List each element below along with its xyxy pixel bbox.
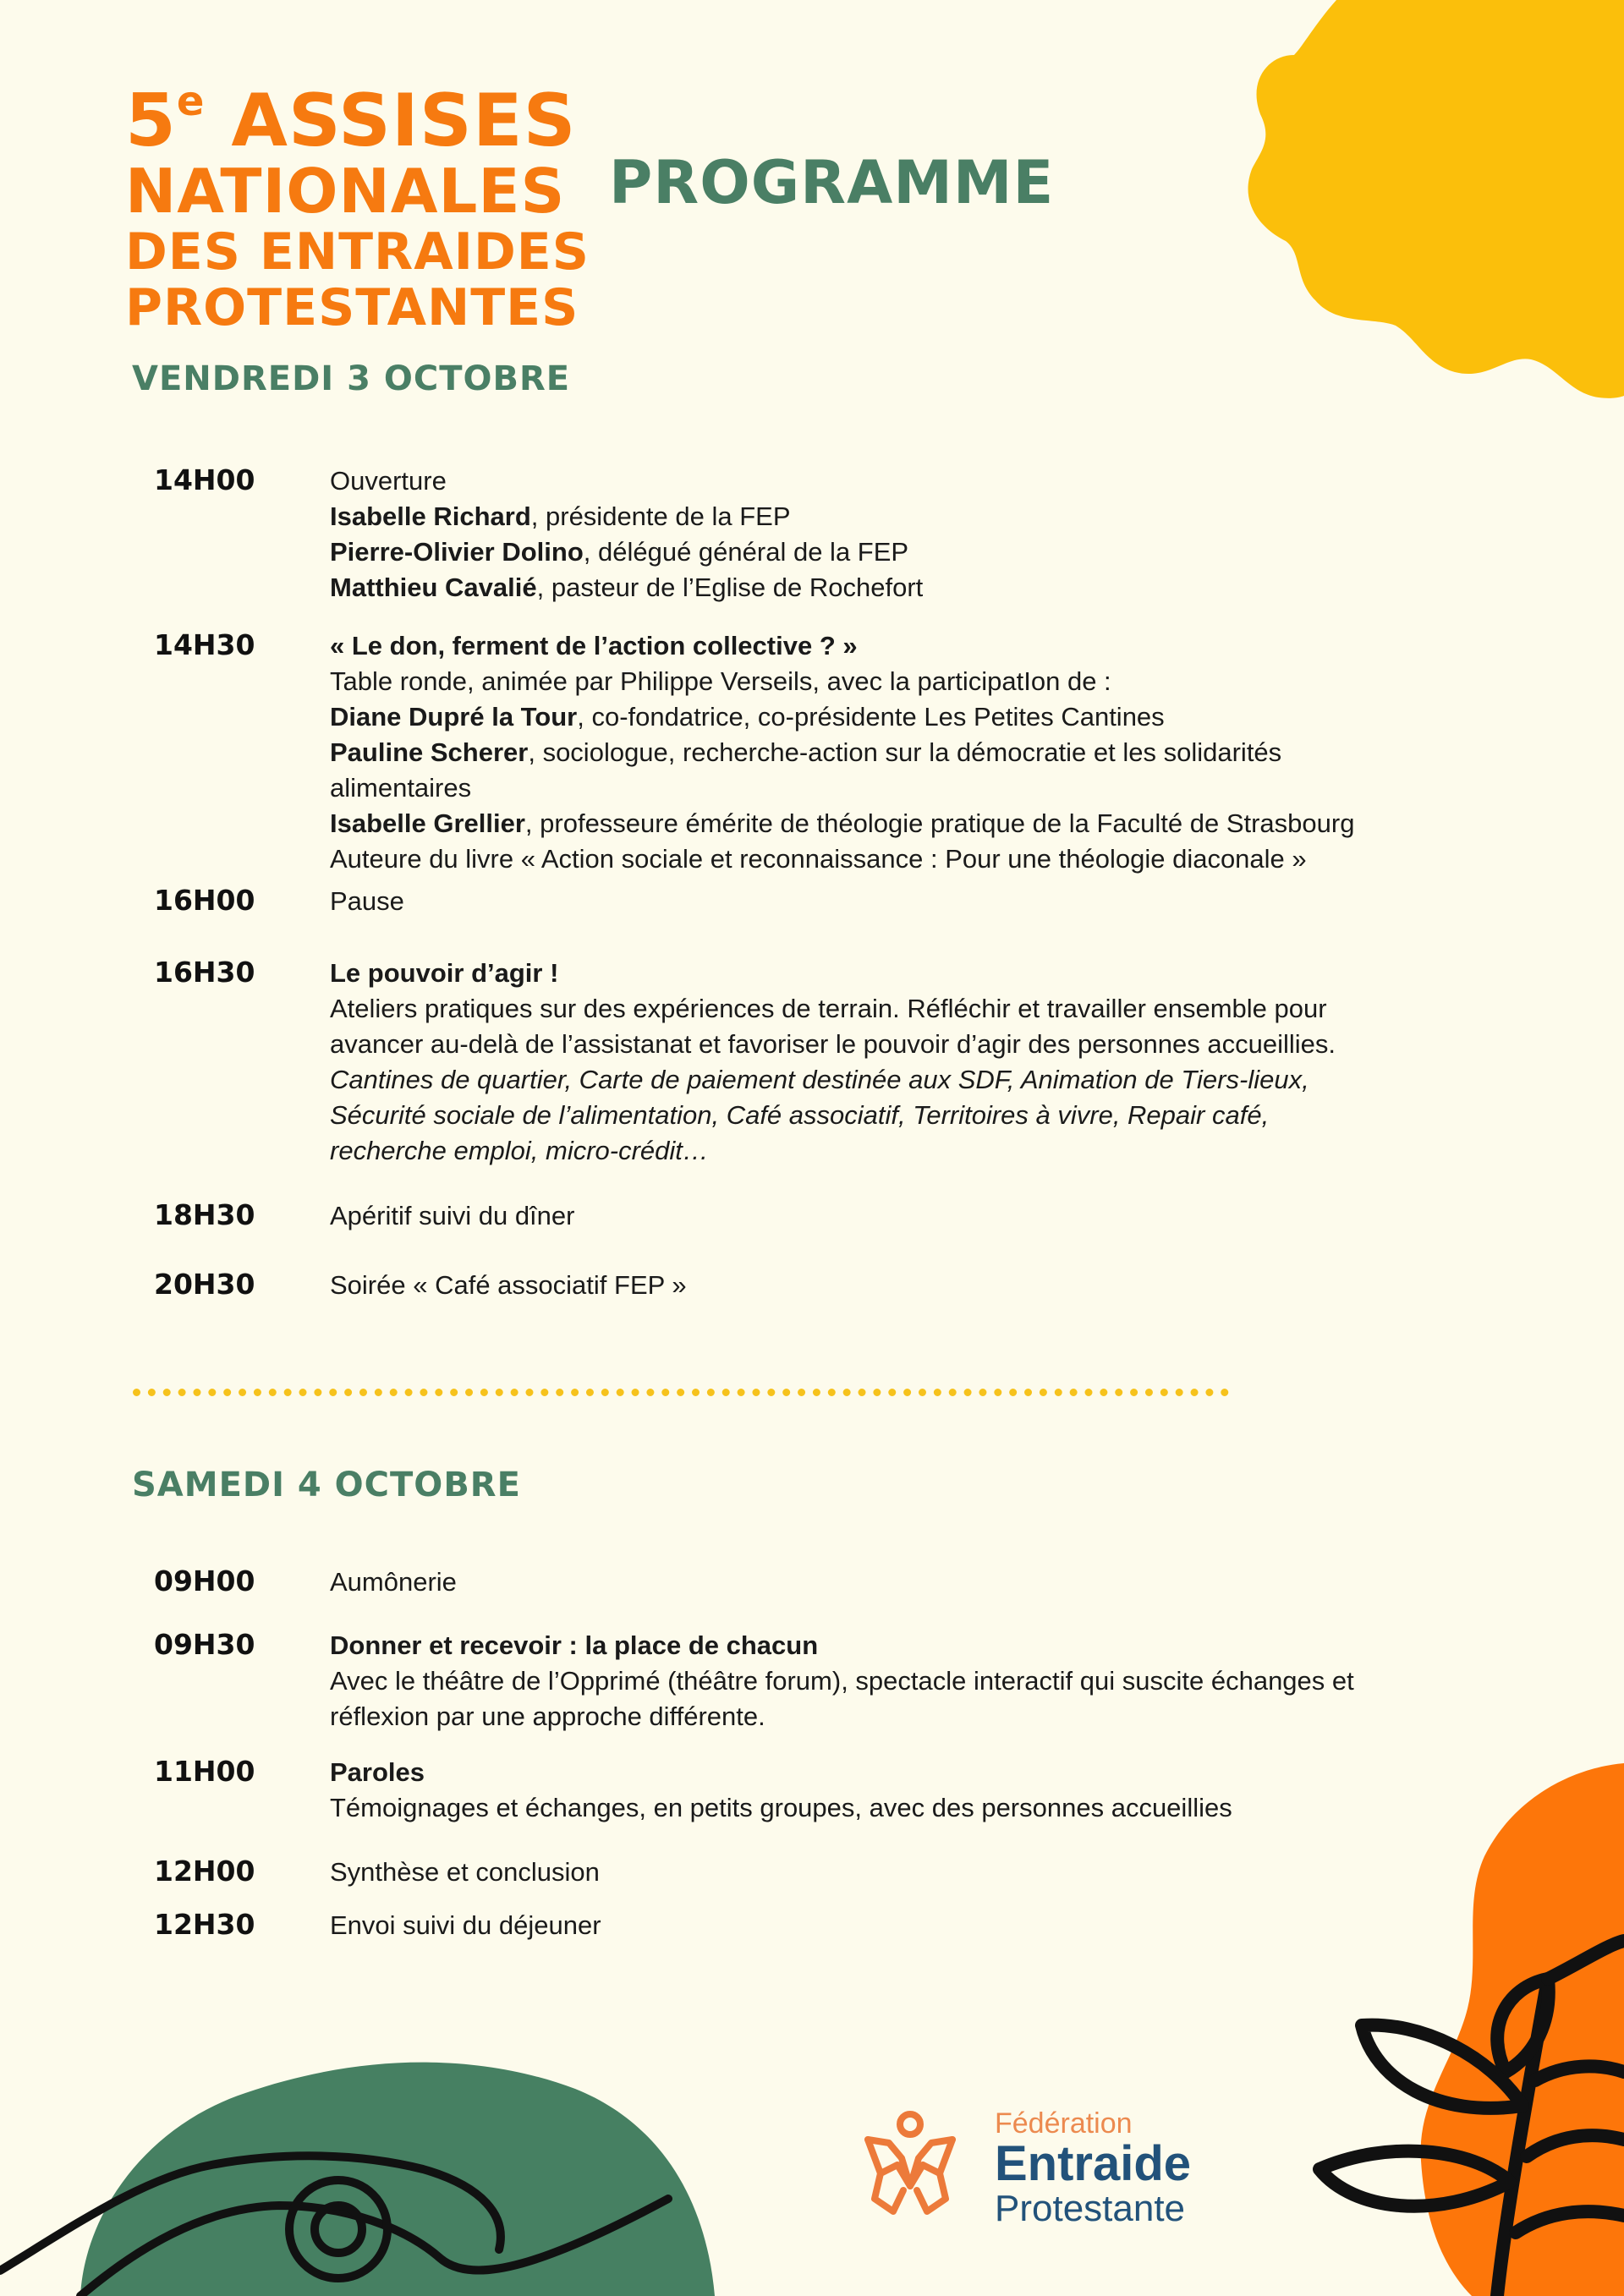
programme-heading: PROGRAMME [609, 148, 1055, 217]
content-line [330, 1564, 1548, 1600]
text: Apéritif suivi du dîner [330, 1201, 575, 1230]
text: avancer au-delà de l’assistanat et favoriser le pouvoir d’agir des personnes accueillies. [330, 1029, 1336, 1059]
schedule-content [330, 1268, 1548, 1303]
logo-protestante: Protestante [995, 2188, 1186, 2229]
text: Ateliers pratiques sur des expériences de terrain. Réfléchir et travailler ensemble pour [330, 994, 1327, 1023]
italic-text: recherche emploi, micro-crédit… [330, 1136, 709, 1165]
schedule-content [330, 1564, 1548, 1600]
content-line [330, 1198, 1548, 1234]
schedule-time: 20H30 [154, 1268, 255, 1301]
schedule-time: 12H00 [154, 1855, 255, 1888]
content-line [330, 1628, 1548, 1663]
content-line [330, 1699, 1548, 1734]
schedule-time: 16H30 [154, 956, 255, 989]
content-line [330, 841, 1548, 877]
schedule-content [330, 884, 1548, 919]
content-line [330, 1062, 1548, 1098]
content-line [330, 1133, 1548, 1169]
entraide-emblem-icon [851, 2106, 969, 2224]
text: Avec le théâtre de l’Opprimé (théâtre forum), spectacle interactif qui suscite échanges et [330, 1666, 1354, 1696]
schedule-time: 14H30 [154, 628, 255, 661]
schedule-content [330, 463, 1548, 606]
event-title [125, 78, 590, 337]
logo-federation: Fédération [995, 2107, 1133, 2140]
content-line [330, 1855, 1548, 1890]
text: Témoignages et échanges, en petits groupes, avec des personnes accueillies [330, 1793, 1232, 1822]
yellow-sun-blob [1235, 0, 1624, 406]
bold-text: Paroles [330, 1757, 425, 1787]
text: Pause [330, 886, 404, 916]
text: Auteure du livre « Action sociale et reconnaissance : Pour une théologie diaconale » [330, 844, 1307, 874]
schedule-content [330, 956, 1548, 1169]
bold-text: Pauline Scherer [330, 737, 529, 767]
eye-icon [0, 2080, 719, 2296]
text: , pasteur de l’Eglise de Rochefort [536, 573, 924, 602]
bold-text: Isabelle Richard [330, 501, 531, 531]
schedule-time: 16H00 [154, 884, 255, 917]
logo-entraide: Entraide [995, 2136, 1192, 2191]
content-line [330, 534, 1548, 570]
content-line [330, 628, 1548, 664]
text: Table ronde, animée par Philippe Verseils, avec la participatIon de : [330, 666, 1111, 696]
text: Ouverture [330, 466, 447, 496]
logo-text [995, 2109, 1191, 2228]
content-line [330, 1755, 1548, 1790]
schedule-content [330, 628, 1548, 877]
content-line [330, 884, 1548, 919]
content-line [330, 699, 1548, 735]
content-line [330, 1268, 1548, 1303]
text: Envoi suivi du déjeuner [330, 1910, 601, 1940]
text: alimentaires [330, 773, 472, 803]
schedule-time: 14H00 [154, 463, 255, 496]
bold-text: Donner et recevoir : la place de chacun [330, 1630, 819, 1660]
content-line [330, 570, 1548, 606]
content-line [330, 463, 1548, 499]
title-line-1: 5e ASSISES [125, 78, 577, 163]
content-line [330, 1098, 1548, 1133]
schedule-content [330, 1908, 1548, 1943]
text: réflexion par une approche différente. [330, 1701, 765, 1731]
content-line [330, 664, 1548, 699]
schedule-time: 09H30 [154, 1628, 255, 1661]
title-line-3: DES ENTRAIDES [125, 222, 590, 282]
bold-text: Pierre-Olivier Dolino [330, 537, 584, 567]
schedule-content [330, 1628, 1548, 1734]
content-line [330, 770, 1548, 806]
content-line [330, 991, 1548, 1027]
schedule-content [330, 1855, 1548, 1890]
text: , présidente de la FEP [530, 501, 791, 531]
schedule-time: 12H30 [154, 1908, 255, 1941]
text: , délégué général de la FEP [583, 537, 909, 567]
plant-icon [1294, 1928, 1624, 2296]
text: , professeure émérite de théologie pratique de la Faculté de Strasbourg [524, 808, 1355, 838]
schedule-content [330, 1755, 1548, 1826]
text: Aumônerie [330, 1567, 457, 1597]
bold-text: Le pouvoir d’agir ! [330, 958, 559, 988]
content-line [330, 1027, 1548, 1062]
content-line [330, 1663, 1548, 1699]
title-line-4: PROTESTANTES [125, 278, 579, 337]
text: Soirée « Café associatif FEP » [330, 1270, 687, 1300]
federation-logo [851, 2106, 1248, 2233]
schedule-time: 09H00 [154, 1564, 255, 1597]
text: Synthèse et conclusion [330, 1857, 600, 1887]
content-line [330, 1908, 1548, 1943]
bold-text: Matthieu Cavalié [330, 573, 537, 602]
schedule-time: 18H30 [154, 1198, 255, 1231]
bold-text: Isabelle Grellier [330, 808, 525, 838]
text: , sociologue, recherche-action sur la démocratie et les solidarités [528, 737, 1282, 767]
dotted-divider [133, 1389, 1229, 1396]
content-line [330, 735, 1548, 770]
text: , co-fondatrice, co-présidente Les Petites Cantines [577, 702, 1165, 732]
schedule-content [330, 1198, 1548, 1234]
content-line [330, 1790, 1548, 1826]
content-line [330, 499, 1548, 534]
schedule-time: 11H00 [154, 1755, 255, 1788]
bold-text: « Le don, ferment de l’action collective ? » [330, 631, 858, 660]
title-line-2: NATIONALES [125, 156, 566, 227]
bold-text: Diane Dupré la Tour [330, 702, 578, 732]
content-line [330, 956, 1548, 991]
content-line [330, 806, 1548, 841]
italic-text: Cantines de quartier, Carte de paiement destinée aux SDF, Animation de Tiers-lieux, [330, 1065, 1309, 1094]
day2-title: SAMEDI 4 OCTOBRE [132, 1466, 521, 1504]
day1-title: VENDREDI 3 OCTOBRE [132, 359, 571, 398]
italic-text: Sécurité sociale de l’alimentation, Café associatif, Territoires à vivre, Repair café, [330, 1100, 1270, 1130]
